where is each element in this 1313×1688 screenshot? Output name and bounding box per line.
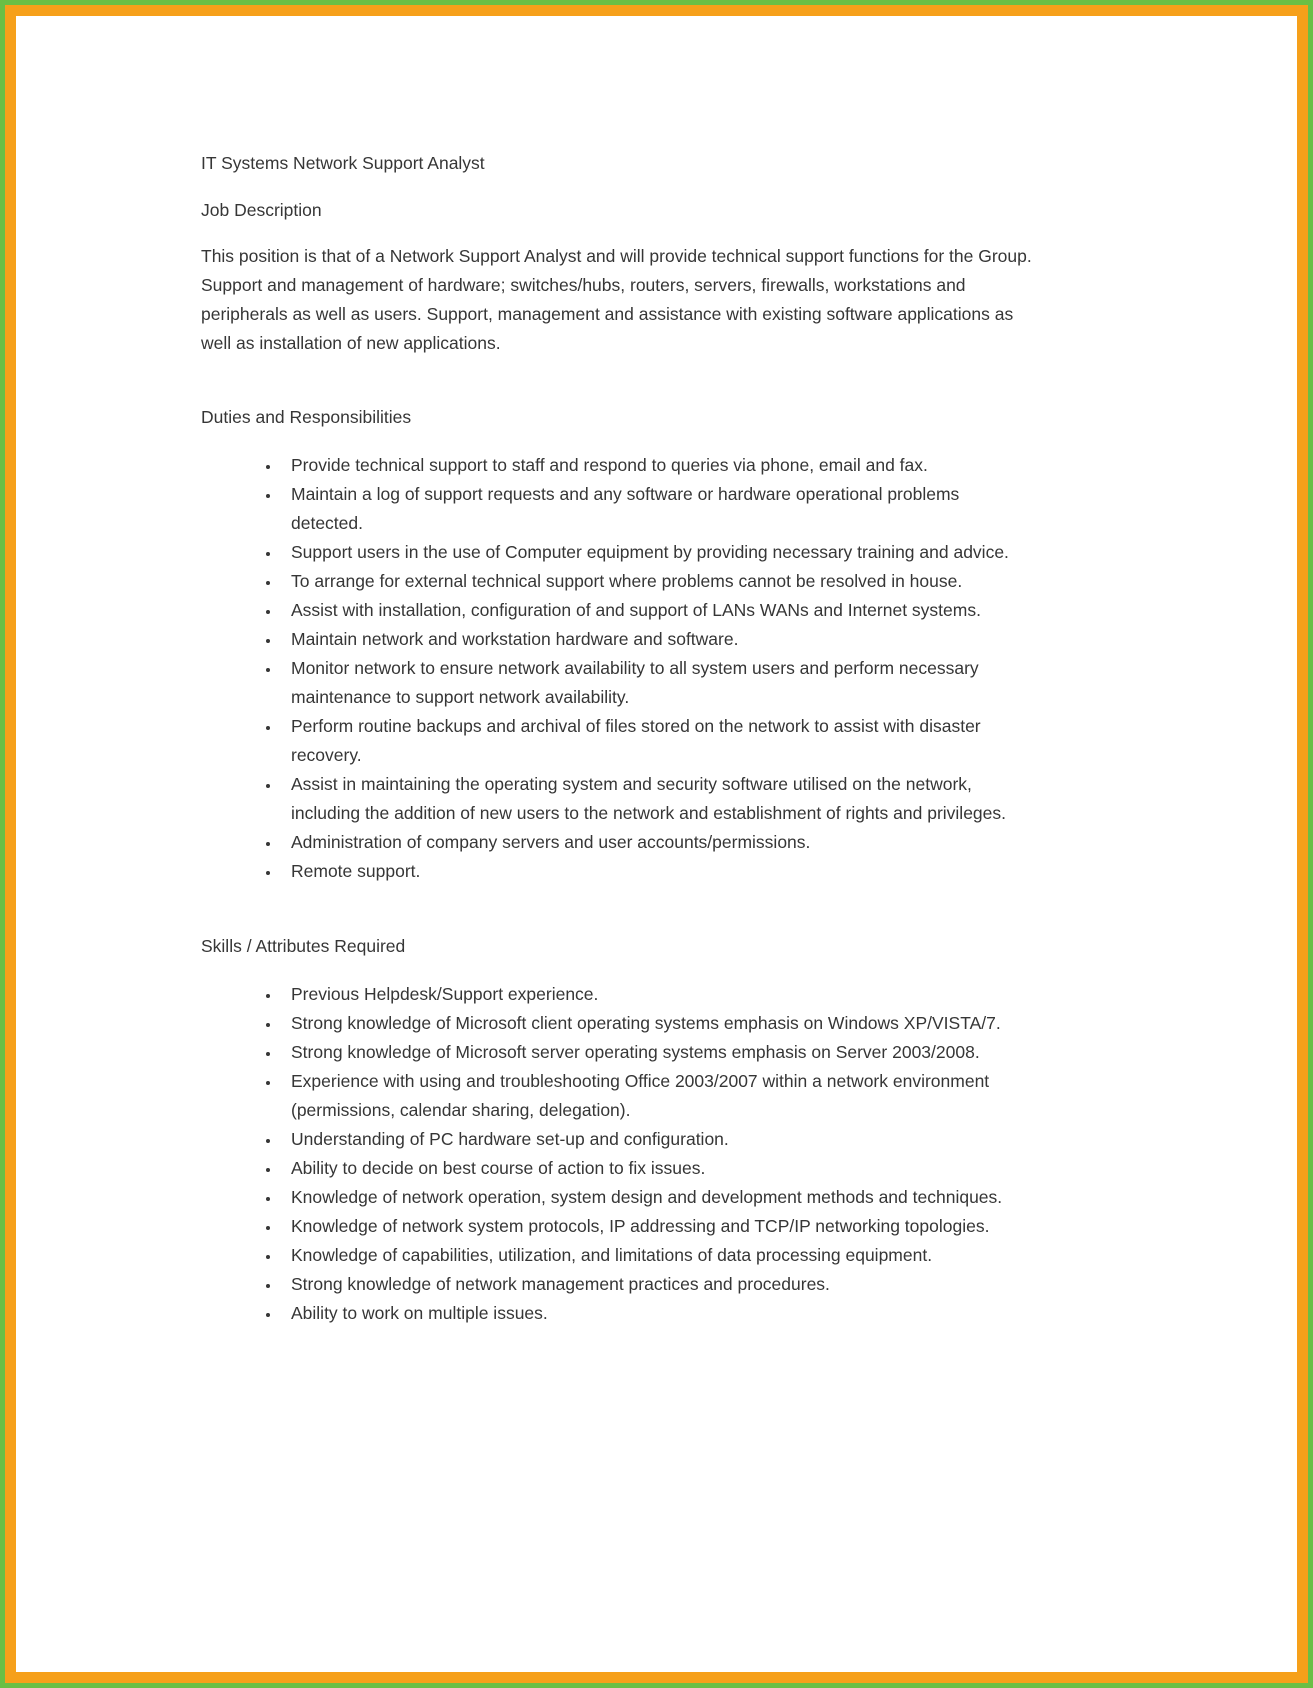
bullet-item: • Strong knowledge of Microsoft client operating systems emphasis on Windows XP/VISTA/7.: [281, 1009, 1032, 1038]
bullet-item: • Previous Helpdesk/Support experience.: [281, 980, 1032, 1009]
skills-list: [201, 980, 1032, 1328]
document-page: [16, 16, 1297, 1672]
bullet-item: • Administration of company servers and user accounts/permissions.: [281, 828, 1032, 857]
bullet-item: • Provide technical support to staff and respond to queries via phone, email and fax.: [281, 451, 1032, 480]
bullet-item: • Perform routine backups and archival of files stored on the network to assist with disaster recovery.: [281, 712, 1032, 770]
bullet-item: • Maintain a log of support requests and any software or hardware operational problems detected.: [281, 480, 1032, 538]
bullet-item: • Ability to work on multiple issues.: [281, 1299, 1032, 1328]
bullet-item: • Maintain network and workstation hardware and software.: [281, 625, 1032, 654]
section-heading: Duties and Responsibilities: [201, 407, 412, 427]
bullet-item: • Knowledge of capabilities, utilization, and limitations of data processing equipment.: [281, 1241, 1032, 1270]
document-title: IT Systems Network Support Analyst: [201, 153, 485, 173]
bullet-item: • Strong knowledge of network management practices and procedures.: [281, 1270, 1032, 1299]
section-skills: [201, 932, 1032, 1328]
bullet-item: • Knowledge of network system protocols, IP addressing and TCP/IP networking topologies.: [281, 1212, 1032, 1241]
bullet-item: • Knowledge of network operation, system design and development methods and techniques.: [281, 1183, 1032, 1212]
bullet-item: • Support users in the use of Computer equipment by providing necessary training and advice.: [281, 538, 1032, 567]
bullet-item: • To arrange for external technical support where problems cannot be resolved in house.: [281, 567, 1032, 596]
section-duties: [201, 403, 1032, 886]
bullet-item: • Strong knowledge of Microsoft server operating systems emphasis on Server 2003/2008.: [281, 1038, 1032, 1067]
bullet-item: • Experience with using and troubleshooting Office 2003/2007 within a network environment (permissions, calendar sharing, delegation).: [281, 1067, 1032, 1125]
bullet-item: • Monitor network to ensure network availability to all system users and perform necessary maintenance to support network availability.: [281, 654, 1032, 712]
bullet-item: • Understanding of PC hardware set-up and configuration.: [281, 1125, 1032, 1154]
bullet-item: • Remote support.: [281, 857, 1032, 886]
page-border-orange: [5, 5, 1308, 1683]
section-heading: Skills / Attributes Required: [201, 936, 406, 956]
bullet-item: • Ability to decide on best course of action to fix issues.: [281, 1154, 1032, 1183]
duties-list: [201, 451, 1032, 886]
document-subtitle: Job Description: [201, 200, 322, 220]
intro-paragraph: This position is that of a Network Support Analyst and will provide technical support functions for the Group. Support and management of hardware; switches/hubs, routers, servers, firewalls, workstations and peripherals as well as users. Support, management and assistance with existing software applications as well as installation of new applications.: [201, 246, 1032, 353]
bullet-item: • Assist with installation, configuration of and support of LANs WANs and Internet systems.: [281, 596, 1032, 625]
bullet-item: • Assist in maintaining the operating system and security software utilised on the network, including the addition of new users to the network and establishment of rights and privileges.: [281, 770, 1032, 828]
